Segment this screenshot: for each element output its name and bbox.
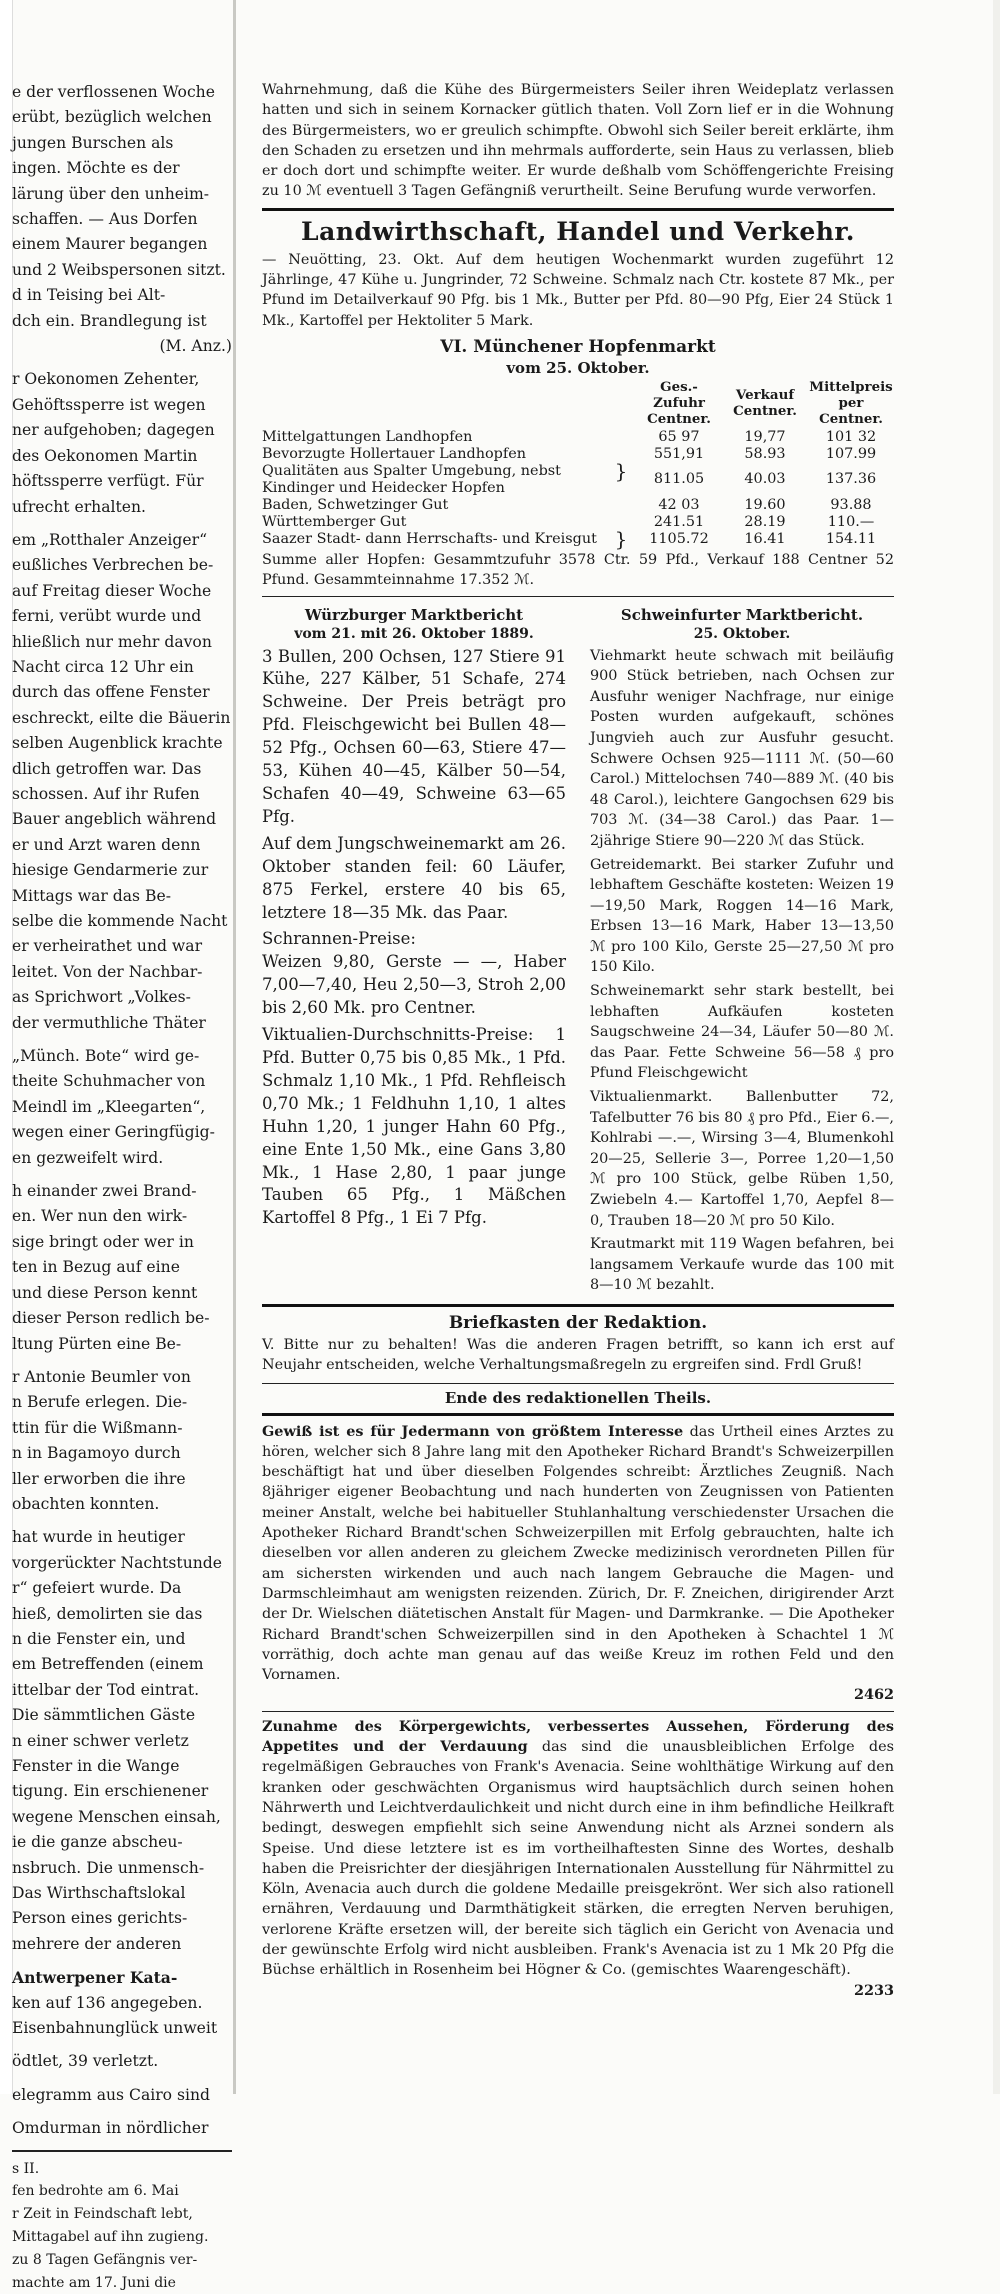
left-text-line: Meindl im „Kleegarten“,: [12, 1097, 206, 1116]
left-text-line: einem Maurer begangen: [12, 235, 208, 254]
ad-avenacia: [262, 1717, 894, 1981]
left-text-line: e der verflossenen Woche: [12, 83, 215, 101]
left-text-line: schaffen. — Aus Dorfen: [12, 210, 198, 229]
schweinfurt-title: Schweinfurter Marktbericht.: [620, 605, 864, 624]
left-text-line: Antwerpener Kata-: [12, 1968, 178, 1988]
left-text-line: der vermuthliche Thäter: [12, 1013, 206, 1032]
hopfen-row: [262, 463, 894, 497]
hopfen-row: [262, 429, 894, 446]
market-columns: [262, 602, 894, 1296]
left-text-line: ferni, verübt wurde und: [12, 607, 202, 626]
hopfen-summary: Summe aller Hopfen: Gesammtzufuhr 3578 Ctr. 59 Pfd., Verkauf 188 Centner 52 Pfund. Gesammteinnahme 17.352 ℳ.: [262, 551, 894, 589]
left-column: [12, 80, 232, 2291]
hopfen-row-label: Mittelgattungen Landhopfen: [262, 428, 473, 445]
left-rule: [12, 2150, 232, 2152]
left-text-line: und diese Person kennt: [12, 1283, 198, 1302]
left-text-line: mehrere der anderen: [12, 1934, 182, 1953]
wuerzburg-vieh: 3 Bullen, 200 Ochsen, 127 Stiere 91 Kühe, 227 Kälber, 51 Schafe, 274 Schweine. Der Preis beträgt pro Pfd. Fleischgewicht bei Bullen 48—52 Pfg., Ochsen 60—63, Stiere 47—53, Kühen 40—45, Kälber 50—54, Schafen 40—49, Schweine 63—65 Pfg.: [262, 646, 566, 826]
left-text-line: Person eines gerichts-: [12, 1909, 188, 1928]
left-text-line: Fenster in die Wange: [12, 1757, 180, 1775]
left-text-line: ufrecht erhalten.: [12, 497, 147, 516]
briefkasten-text: V. Bitte nur zu behalten! Was die anderen Fragen betrifft, so kann ich erst auf Neujahr entscheiden, welche Verhaltungsmaßregeln zu ergreifen sind. Frdl Gruß!: [262, 1336, 894, 1374]
left-text-line: hieß, demolirten sie das: [12, 1604, 203, 1623]
left-text-line: em „Rotthaler Anzeiger“: [12, 530, 208, 549]
wuerzburg-date: vom 21. mit 26. Oktober 1889.: [294, 625, 534, 642]
hopfen-row-verkauf: 58.93: [744, 445, 786, 462]
left-text-line: Mittagabel auf ihn zugieng.: [12, 2229, 209, 2246]
schweinfurt-schwein: Schweinemarkt sehr stark bestellt, bei lebhaften Aufkäufen kosteten Saugschweine 24—34, Läufer 50—80 ℳ. das Paar. Fette Schweine 56—58 ₰ pro Pfund Fleischgewicht: [590, 983, 894, 1082]
ad2-text: das sind die unausbleiblichen Erfolge des regelmäßigen Gebrauches von Frank's Avenacia. Seine wohlthätige Wirkung auf den kranken oder geschwächten Organismus wird hauptsächlich durch seinen hohen Nährwerth und Leichtverdaulichkeit und nicht durch eine in ihm befindliche Heilkraft bedingt, deswegen empfiehlt sich seine Anwendung nicht als Arznei sondern als Speise. Und diese letztere ist es im vortheilhaftesten Sinne des Wortes, deshalb haben die Preisrichter der diesjährigen Internationalen Ausstellung für Nährmittel zu Köln, Avenacia auch durch die goldene Medaille preisgekrönt. Wer sich also rationell ernähren, Verdauung und Darmthätigkeit stärken, die erregten Nerven beruhigen, verlorene Kräfte ersetzen will, der bereite sich täglich ein Gericht von Avenacia und der gewünschte Erfolg wird nicht ausbleiben. Frank's Avenacia ist zu 1 Mk 20 Pfg die Büchse erhältlich in Rosenheim bei Högner & Co. (gemischtes Waarengeschäft).: [262, 1739, 895, 1979]
left-text-line: theite Schuhmacher von: [12, 1072, 206, 1091]
left-text-line: er verheirathet und war: [12, 937, 203, 956]
left-text-line: „Münch. Bote“ wird ge-: [12, 1047, 200, 1066]
page-right-edge: [993, 0, 1000, 2094]
left-text-line: as Sprichwort „Volkes-: [12, 988, 191, 1007]
wuerzburg-jungschwein: Auf dem Jungschweinemarkt am 26. Oktober standen feil: 60 Läufer, 875 Ferkel, erstere 40 bis 65, letztere 18—35 Mk. das Paar.: [262, 833, 566, 922]
left-text-line: ten in Bezug auf eine: [12, 1258, 180, 1277]
schweinfurt-viktualien: Viktualienmarkt. Ballenbutter 72, Tafelbutter 76 bis 80 ₰ pro Pfd., Eier 6.—, Kohlrabi —.—, Wirsing 3—4, Blumenkohl 20—25, Sellerie 3—, Porree 1,20—1,50 ℳ pro 100 Stück, gelbe Rüben 1,50, Zwiebeln 4.— Kartoffel 1,70, Aepfel 8— 0, Trauben 18—20 ℳ pro 50 Kilo.: [590, 1089, 894, 1229]
hopfen-brace: [606, 429, 636, 446]
left-text-line: ie die ganze abscheu-: [12, 1833, 183, 1852]
hopfen-row-verkauf: 19,77: [744, 428, 786, 445]
left-text-line: (M. Anz.): [159, 337, 232, 356]
hopfen-row: [262, 497, 894, 514]
briefkasten-rule: [262, 1304, 894, 1307]
hopfen-row-label: Saazer Stadt- dann Herrschafts- und Kreisgut: [262, 530, 597, 547]
left-text-line: durch das offene Fenster: [12, 683, 210, 702]
left-text-line: en gezweifelt wird.: [12, 1148, 164, 1167]
left-text-line: h einander zwei Brand-: [12, 1182, 197, 1201]
ende-line: Ende des redaktionellen Theils.: [444, 1388, 712, 1407]
hopfen-title: VI. Münchener Hopfenmarkt: [440, 336, 716, 357]
ad-rule-2: [262, 1711, 894, 1712]
left-text-line: n Berufe erlegen. Die-: [12, 1393, 188, 1412]
hopfen-row-label: Qualitäten aus Spalter Umgebung, nebst Kindinger und Heidecker Hopfen: [262, 462, 561, 496]
hopfen-row-preis: 93.88: [830, 496, 872, 513]
column-divider: [233, 0, 236, 2094]
left-text-line: ttin für die Wißmann-: [12, 1418, 183, 1437]
section-title: Landwirthschaft, Handel und Verkehr.: [300, 216, 855, 246]
wuerzburg-column: [262, 602, 566, 1296]
left-text-line: des Oekonomen Martin: [12, 446, 198, 465]
hopfen-row-zufuhr: 551,91: [653, 445, 705, 462]
top-paragraph: Wahrnehmung, daß die Kühe des Bürgermeisters Seiler ihren Weideplatz verlassen hatten und sich in seinem Kornacker gütlich thaten. Voll Zorn lief er in die Wohnung des Bürgermeisters, wo er greulich schimpfte. Obwohl sich Seiler bereit erklärte, ihm den Schaden zu ersetzen und ihn mehrmals aufforderte, sein Haus zu verlassen, blieb er doch dort und schimpfte weiter. Er wurde deßhalb vom Schöffengerichte Freising zu 10 ℳ eventuell 3 Tagen Gefängniß verurtheilt. Seine Berufung wurde verworfen.: [262, 82, 894, 200]
hopfen-table: [262, 378, 894, 551]
viktualien-preise: Viktualien-Durchschnitts-Preise: 1 Pfd. Butter 0,75 bis 0,85 Mk., 1 Pfd. Schmalz 1,10 Mk., 1 Pfd. Rehfleisch 0,70 Mk.; 1 Feldhuhn 1,10, 1 altes Huhn 1,20, 1 junger Hahn 60 Pfg., eine Ente 1,50 Mk., eine Gans 3,80 Mk., 1 Hase 2,80, 1 paar junge Tauben 65 Pfg., 1 Mäßchen Kartoffel 8 Pfg., 1 Ei 7 Pfg.: [262, 1025, 566, 1228]
ad-schweizerpillen: [262, 1422, 894, 1686]
schweinfurt-column: [590, 602, 894, 1296]
hopfen-header-zufuhr: Ges.-Zufuhr Centner.: [647, 378, 711, 427]
left-text-line: ller erworben die ihre: [12, 1469, 186, 1488]
schrannen-preise: Weizen 9,80, Gerste — —, Haber 7,00—7,40, Heu 2,50—3, Stroh 2,00 bis 2,60 Mk. pro Centner.: [262, 952, 566, 1018]
ad1-lead: Gewiß ist es für Jedermann von größtem Interesse: [262, 1422, 684, 1440]
section-rule: [262, 208, 894, 211]
left-text-line: hat wurde in heutiger: [12, 1528, 185, 1547]
left-text-line: er und Arzt waren denn: [12, 835, 201, 854]
left-text-line: machte am 17. Juni die: [12, 2274, 176, 2291]
left-text-line: Gehöftssperre ist wegen: [12, 395, 206, 414]
left-text-line: Die sämmtlichen Gäste: [12, 1706, 196, 1725]
left-text-line: Eisenbahnunglück unweit: [12, 2019, 218, 2038]
left-text-line: zu 8 Tagen Gefängnis ver-: [12, 2251, 198, 2268]
left-text-line: em Betreffenden (einem: [12, 1655, 204, 1674]
left-text-line: auf Freitag dieser Woche: [12, 581, 212, 600]
left-text-line: ner aufgehoben; dagegen: [12, 421, 215, 440]
left-text-line: en. Wer nun den wirk-: [12, 1207, 188, 1226]
left-text-line: dieser Person redlich be-: [12, 1309, 210, 1328]
left-text-line: Das Wirthschaftslokal: [12, 1884, 186, 1903]
hopfen-row: [262, 446, 894, 463]
ad1-text: das Urtheil eines Arztes zu hören, welcher sich 8 Jahre lang mit den Apotheker Richard Brandt's Schweizerpillen beschäftigt hat und über dieselben Folgendes schreibt: Ärztliches Zeugniß. Nach 8jähriger eigener Beobachtung und nach hunderten von Zeugnissen von Patienten meiner Anstalt, welche bei habitueller Stuhlanhaltung verschiedenster Ursachen die Apotheker Richard Brandt'schen Schweizerpillen mit Erfolg gebrauchten, halte ich dieselben vor allen anderen zu gleichem Zwecke medizinisch verordneten Pillen für am sichersten wirkenden und auch nach langem Gebrauche die Magen- und Darmschleimhaut am wenigsten reizenden. Zürich, Dr. F. Zneichen, dirigirender Arzt der Dr. Wielschen diätetischen Anstalt für Magen- und Darmkranke. — Die Apotheker Richard Brandt'schen Schweizerpillen sind in den Apotheken à Schachtel 1 ℳ vorräthig, doch achte man genau auf das weiße Kreuz im rothen Feld und den Vornamen.: [262, 1423, 894, 1684]
left-text-line: obachten konnten.: [12, 1494, 160, 1513]
left-text-line: schossen. Auf ihr Rufen: [12, 784, 200, 803]
left-text-line: ltung Pürten eine Be-: [12, 1334, 182, 1353]
hopfen-header-preis: Mittelpreis per Centner.: [809, 378, 893, 427]
left-text-line: tigung. Ein erschienener: [12, 1782, 209, 1801]
left-text-line: und 2 Weibspersonen sitzt.: [12, 260, 226, 279]
hopfen-row-zufuhr: 42 03: [658, 496, 700, 513]
left-text-line: r Zeit in Feindschaft lebt,: [12, 2206, 193, 2223]
left-text-line: hließlich nur mehr davon: [12, 632, 212, 651]
hopfen-date: vom 25. Oktober.: [506, 358, 650, 377]
hopfen-row-verkauf: 28.19: [744, 513, 786, 530]
ende-rule: [262, 1383, 894, 1384]
left-text-line: lärung über den unheim-: [12, 184, 210, 203]
left-text-line: Bauer angeblich während: [12, 810, 217, 829]
hopfen-brace: }: [614, 458, 628, 483]
left-text-line: hiesige Gendarmerie zur: [12, 861, 209, 880]
schrannen-title: Schrannen-Preise:: [262, 929, 416, 949]
ad2-lead: Zunahme des Körpergewichts, verbessertes Aussehen, Förderung des Appetites und der Verdauung: [262, 1717, 894, 1756]
left-text-line: ken auf 136 angegeben.: [12, 1993, 203, 2012]
schweinfurt-date: 25. Oktober.: [693, 625, 791, 642]
left-text-line: sige bringt oder wer in: [12, 1232, 194, 1251]
left-text-line: selbe die kommende Nacht: [12, 912, 228, 930]
left-text-line: jungen Burschen als: [12, 133, 174, 152]
hopfen-row-preis: 110.—: [827, 513, 875, 530]
hopfen-row-verkauf: 19.60: [744, 496, 786, 513]
left-text-line: n einer schwer verletz: [12, 1731, 189, 1750]
left-text-line: ittelbar der Tod eintrat.: [12, 1680, 200, 1699]
left-text-line: r“ gefeiert wurde. Da: [12, 1579, 182, 1598]
left-text-line: n in Bagamoyo durch: [12, 1444, 181, 1463]
ad1-number: 2462: [853, 1686, 894, 1704]
hopfen-row: [262, 514, 894, 531]
left-text-line: fen bedrohte am 6. Mai: [12, 2183, 179, 2200]
schweinfurt-vieh: Viehmarkt heute schwach mit beiläufig 900 Stück betrieben, nach Ochsen zur Ausfuhr weniger Nachfrage, nur einige Posten wurden aufgekauft, schönes Jungvieh auch zur Ausfuhr gesucht. Schwere Ochsen 925—1111 ℳ. (50—60 Carol.) Mittelochsen 740—889 ℳ. (40 bis 48 Carol.), leichtere Gangochsen 629 bis 703 ℳ. (34—38 Carol.) das Paar. 1—2jährige Stiere 90—220 ℳ das Stück.: [590, 647, 894, 849]
left-text-line: eußliches Verbrechen be-: [12, 556, 214, 575]
left-text-line: leitet. Von der Nachbar-: [12, 962, 203, 981]
hopfen-row-label: Württemberger Gut: [262, 513, 407, 530]
hopfen-row-preis: 107.99: [825, 445, 877, 462]
hopfen-row-zufuhr: 241.51: [653, 513, 705, 530]
neuoetting-report: — Neuötting, 23. Okt. Auf dem heutigen Wochenmarkt wurden zugeführt 12 Jährlinge, 47 Kühe u. Jungrinder, 72 Schweine. Schmalz nach Ctr. kostete 87 Mk., per Pfund im Detailverkauf 90 Pfg. bis 1 Mk., Butter per Pfd. 80—90 Pfg, Eier 24 Stück 1 Mk., Kartoffel per Hektoliter 5 Mark.: [262, 251, 894, 329]
left-text-line: dlich getroffen war. Das: [12, 759, 202, 778]
hopfen-brace: }: [614, 526, 628, 551]
hopfen-header-verkauf: Verkauf Centner.: [733, 386, 797, 419]
left-text-line: r Oekonomen Zehenter,: [12, 370, 200, 389]
right-column: [262, 80, 894, 2080]
left-text-line: Nacht circa 12 Uhr ein: [12, 657, 194, 676]
left-text-line: n die Fenster ein, und: [12, 1629, 186, 1648]
left-text-line: dch ein. Brandlegung ist: [12, 311, 207, 330]
hopfen-brace: [606, 497, 636, 514]
hopfen-row-label: Bevorzugte Hollertauer Landhopfen: [262, 445, 526, 462]
left-text-line: wegene Menschen einsah,: [12, 1807, 221, 1826]
left-text-line: r Antonie Beumler von: [12, 1367, 191, 1386]
left-text-line: d in Teising bei Alt-: [12, 286, 166, 305]
hopfen-row-zufuhr: 811.05: [653, 471, 705, 488]
left-text-line: selben Augenblick krachte: [12, 734, 223, 753]
left-text-line: nsbruch. Die unmensch-: [12, 1858, 205, 1877]
left-text-line: eschreckt, eilte die Bäuerin: [12, 708, 231, 727]
left-text-line: erübt, bezüglich welchen: [12, 108, 212, 127]
left-text-line: höftssperre verfügt. Für: [12, 472, 204, 491]
hopfen-row: [262, 531, 894, 548]
left-text-line: ödtlet, 39 verletzt.: [12, 2052, 159, 2071]
schweinfurt-kraut: Krautmarkt mit 119 Wagen befahren, bei langsamem Verkaufe wurde das 100 mit 8—10 ℳ bezahlt.: [590, 1236, 894, 1294]
hopfen-row-preis: 101 32: [825, 428, 877, 445]
ad2-number: 2233: [853, 1981, 894, 1999]
left-text-line: Mittags war das Be-: [12, 886, 171, 905]
market-rule: [262, 596, 894, 597]
hopfen-row-preis: 154.11: [825, 530, 877, 547]
hopfen-row-label: Baden, Schwetzinger Gut: [262, 496, 449, 513]
ad-rule-1: [262, 1413, 894, 1416]
left-text-line: vorgerückter Nachtstunde: [12, 1553, 222, 1572]
briefkasten-title: Briefkasten der Redaktion.: [448, 1312, 708, 1333]
wuerzburg-title: Würzburger Marktbericht: [304, 605, 524, 624]
left-text-line: Omdurman in nördlicher: [12, 2119, 209, 2138]
hopfen-row-verkauf: 40.03: [744, 471, 786, 488]
left-text-line: elegramm aus Cairo sind: [12, 2085, 211, 2104]
left-text-line: s II.: [12, 2160, 40, 2177]
hopfen-row-verkauf: 16.41: [744, 530, 786, 547]
hopfen-row-preis: 137.36: [825, 471, 877, 488]
left-text-line: wegen einer Geringfügig-: [12, 1123, 215, 1142]
left-text-line: ingen. Möchte es der: [12, 159, 180, 178]
hopfen-row-zufuhr: 65 97: [658, 428, 700, 445]
schweinfurt-getreide: Getreidemarkt. Bei starker Zufuhr und lebhaftem Geschäfte kosteten: Weizen 19—19,50 Mark, Roggen 14—16 Mark, Erbsen 13—16 Mark, Haber 13—13,50 ℳ pro 100 Kilo, Gerste 25—27,50 ℳ pro 150 Kilo.: [590, 856, 894, 976]
hopfen-row-zufuhr: 1105.72: [649, 530, 709, 547]
